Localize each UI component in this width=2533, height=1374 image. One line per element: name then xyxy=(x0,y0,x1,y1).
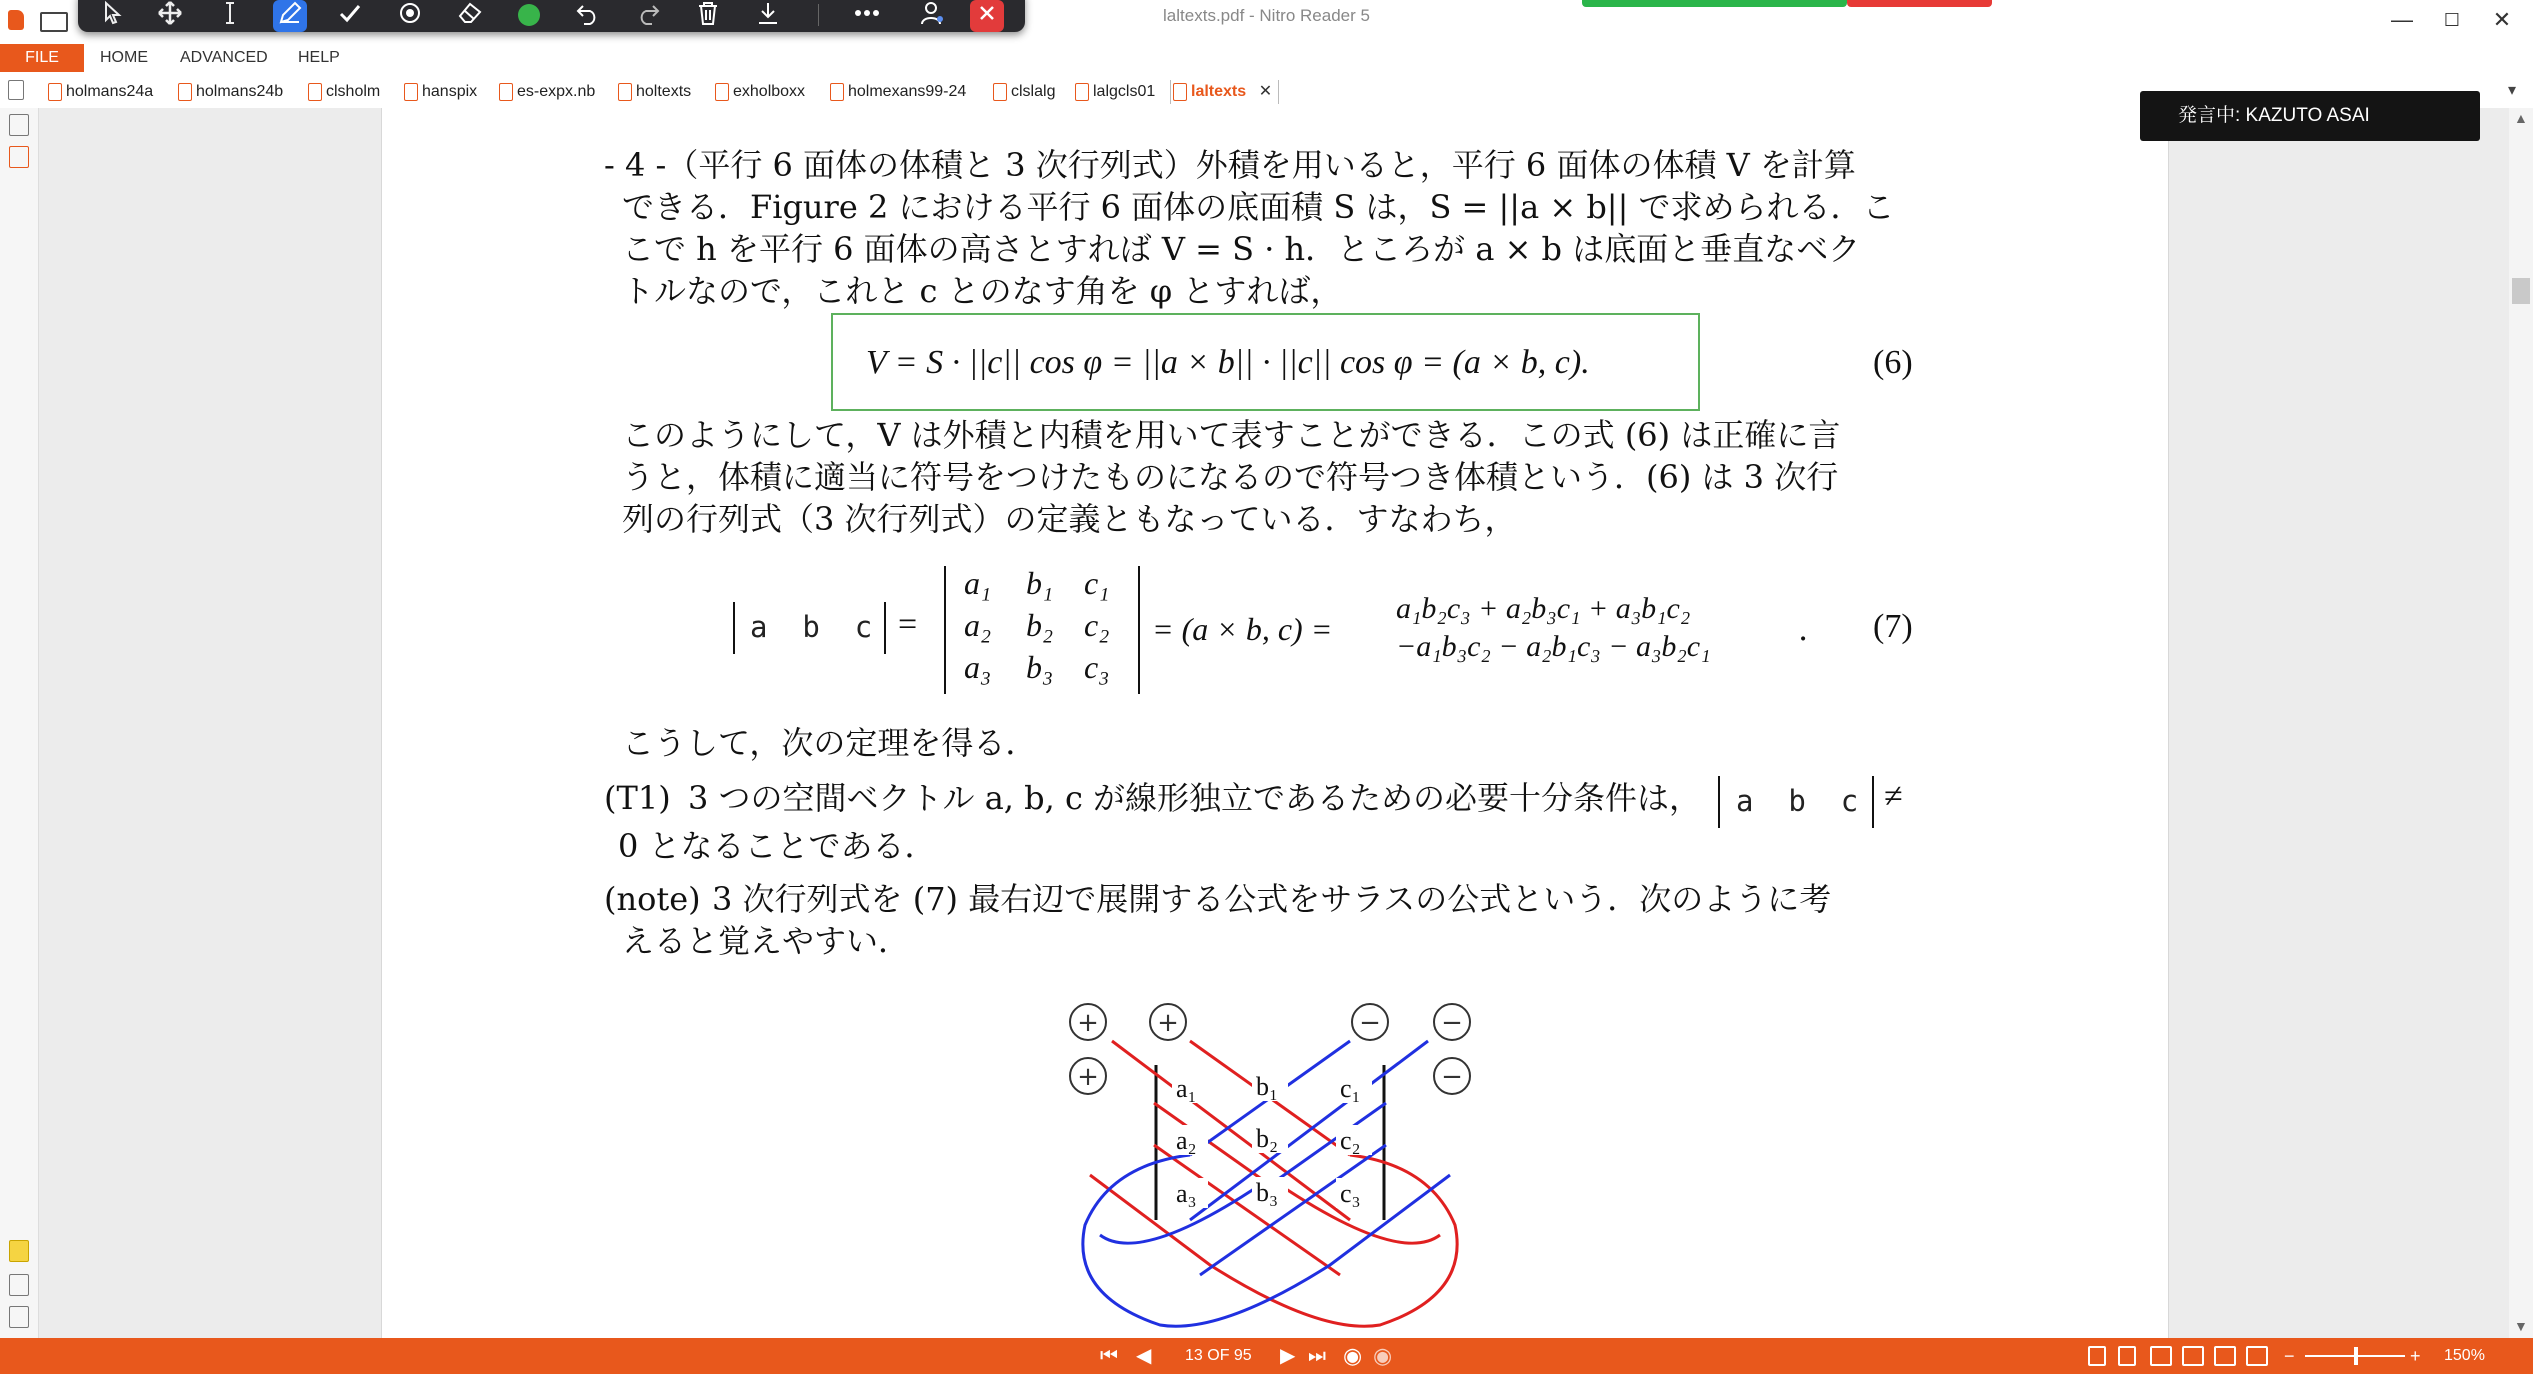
speaker-indicator: 発言中: KAZUTO ASAI xyxy=(2140,91,2480,141)
pages-panel-icon[interactable] xyxy=(9,114,29,136)
close-icon[interactable] xyxy=(970,0,1004,32)
sarrus-entry: a₁ xyxy=(1176,1074,1197,1103)
tab-holmexans99-24[interactable] xyxy=(828,80,966,104)
pdf-file-icon xyxy=(48,83,62,101)
scrollbar-thumb[interactable] xyxy=(2512,278,2530,304)
tab-label: laltexts xyxy=(1191,83,1247,100)
pdf-file-icon xyxy=(499,83,513,101)
move-icon[interactable] xyxy=(153,0,187,32)
properties-icon[interactable] xyxy=(9,1306,29,1328)
maximize-button[interactable]: ☐ xyxy=(2443,10,2461,30)
page-icon xyxy=(8,80,24,100)
det-bar xyxy=(1872,776,1874,828)
sarrus-entry: c₁ xyxy=(1340,1074,1361,1103)
equation-6: V = S · ||c|| cos φ = ||a × b|| · ||c|| cos φ = (a × b, c). xyxy=(866,344,1590,381)
sign-text: + xyxy=(1157,1008,1179,1038)
undo-icon[interactable] xyxy=(571,0,605,32)
matrix-bar-right xyxy=(1138,566,1140,694)
note-text: 3 次行列式を (7) 最右辺で展開する公式をサラスの公式という．次のように考 xyxy=(712,880,1832,918)
plus-sign-icon xyxy=(1150,1004,1186,1040)
pdf-file-icon xyxy=(618,83,632,101)
matrix-cell: a₁ xyxy=(964,565,992,601)
comments-icon[interactable] xyxy=(9,1240,29,1262)
period: . xyxy=(1798,610,1809,648)
stamp-icon[interactable] xyxy=(393,0,427,32)
tab-label: holmexans99-24 xyxy=(848,83,967,100)
two-page-icon[interactable] xyxy=(2150,1346,2172,1366)
sarrus-entry: a₃ xyxy=(1176,1179,1197,1208)
facing-icon[interactable] xyxy=(2182,1346,2204,1366)
pdf-file-icon xyxy=(993,83,1007,101)
tab-label: lalgcls01 xyxy=(1093,83,1156,100)
tab-lalgcls01[interactable] xyxy=(1073,80,1155,104)
last-page-icon[interactable]: ⏭ xyxy=(1308,1345,1326,1367)
user-settings-icon[interactable] xyxy=(916,0,950,32)
pdf-file-icon xyxy=(830,83,844,101)
theorem-det: a b c xyxy=(1736,784,1859,818)
eq7-rhs-line2: −a₁b₃c₂ − a₂b₁c₃ − a₃b₂c₁ xyxy=(1396,630,1711,663)
eraser-icon[interactable] xyxy=(453,0,487,32)
attachments-icon[interactable] xyxy=(9,1274,29,1296)
matrix-cell: c₃ xyxy=(1084,649,1110,685)
tab-es-expx[interactable] xyxy=(497,80,595,104)
zoom-out-icon[interactable]: − xyxy=(2284,1346,2295,1366)
tab-label: holtexts xyxy=(636,83,692,100)
pdf-file-icon xyxy=(178,83,192,101)
tab-clslalg[interactable] xyxy=(991,80,1055,104)
matrix xyxy=(964,562,1114,688)
menu-help[interactable]: HELP xyxy=(298,49,340,66)
theorem-label: (T1) xyxy=(604,779,671,817)
eq7-middle: = (a × b, c) = xyxy=(1152,611,1333,647)
equation-7 xyxy=(720,562,1920,702)
left-sidebar xyxy=(0,108,39,1338)
sign-text: + xyxy=(1077,1008,1099,1038)
matrix-cell: a₃ xyxy=(964,649,992,685)
continuous-icon[interactable] xyxy=(2118,1346,2136,1366)
tab-label: es-expx.nb xyxy=(517,83,596,100)
eq7-rhs-line1: a₁b₂c₃ + a₂b₃c₁ + a₃b₁c₂ xyxy=(1396,592,1691,625)
matrix-bar-left xyxy=(944,566,946,694)
pointer-icon[interactable] xyxy=(96,0,130,32)
sign-text: − xyxy=(1441,1062,1463,1092)
plus-sign-icon xyxy=(1070,1004,1106,1040)
sarrus-entry: c₂ xyxy=(1340,1126,1361,1155)
minus-sign-icon xyxy=(1434,1004,1470,1040)
scroll-down-icon[interactable]: ▼ xyxy=(2514,1318,2528,1334)
minus-sign-icon xyxy=(1352,1004,1388,1040)
tab-laltexts[interactable] xyxy=(1170,80,1279,104)
zoom-slider-thumb[interactable] xyxy=(2354,1347,2358,1365)
sign-text: + xyxy=(1077,1062,1099,1092)
tab-label: hanspix xyxy=(422,83,478,100)
menu-home[interactable]: HOME xyxy=(100,49,148,66)
tab-hanspix[interactable] xyxy=(402,80,477,104)
matrix-cell: a₂ xyxy=(964,607,992,643)
annotation-toolbar xyxy=(78,0,1025,32)
scroll-up-icon[interactable]: ▲ xyxy=(2514,110,2528,126)
sign-text: − xyxy=(1359,1008,1381,1038)
redo-icon[interactable] xyxy=(631,0,665,32)
tab-holmans24a[interactable] xyxy=(46,80,153,104)
paragraph-line: こうして，次の定理を得る． xyxy=(622,724,1038,762)
paragraph-line: - 4 -（平行 6 面体の体積と 3 次行列式）外積を用いると，平行 6 面体の体積 V を計算 xyxy=(604,146,1856,184)
close-tab-icon[interactable]: ✕ xyxy=(1258,83,1273,100)
matrix-cell: c₁ xyxy=(1084,565,1110,601)
theorem-text: 3 つの空間ベクトル a, b, c が線形独立であるための必要十分条件は， xyxy=(688,779,1702,817)
matrix-cell: b₃ xyxy=(1026,649,1054,685)
back-view-icon[interactable]: ◉ xyxy=(1343,1343,1363,1368)
page-indicator[interactable]: 13 OF 95 xyxy=(1185,1347,1252,1364)
bookmarks-icon[interactable] xyxy=(9,146,29,168)
equals-sign: = xyxy=(898,606,918,643)
note-continuation: えると覚えやすい． xyxy=(622,922,911,960)
sarrus-entry: a₂ xyxy=(1176,1126,1197,1155)
tab-label: holmans24b xyxy=(196,83,284,100)
sarrus-entry: b₁ xyxy=(1256,1072,1279,1101)
sign-text: − xyxy=(1441,1008,1463,1038)
not-equal-sign: ≠ xyxy=(1884,778,1903,815)
pdf-file-icon xyxy=(715,83,729,101)
paragraph-line: うと，体積に適当に符号をつけたものになるので符号つき体積という．(6) は 3 次行 xyxy=(622,458,1839,496)
toolbar-separator xyxy=(818,4,819,26)
pdf-file-icon xyxy=(1173,83,1187,101)
tab-holtexts[interactable] xyxy=(616,80,691,104)
det-bar xyxy=(733,602,735,654)
equation-number: (6) xyxy=(1873,344,1913,381)
pdf-file-icon xyxy=(404,83,418,101)
det-bar xyxy=(884,602,886,654)
sarrus-entry: c₃ xyxy=(1340,1179,1361,1208)
sarrus-entry: b₂ xyxy=(1256,1124,1279,1153)
window-title: laltexts.pdf - Nitro Reader 5 xyxy=(1163,6,1370,25)
pen-icon[interactable] xyxy=(273,0,307,32)
recording-progress-green xyxy=(1582,0,1847,7)
tab-holmans24b[interactable] xyxy=(176,80,283,104)
matrix-cell: c₂ xyxy=(1084,607,1110,643)
next-page-icon[interactable]: ▶ xyxy=(1280,1345,1296,1367)
tab-label: clsholm xyxy=(326,83,381,100)
check-icon[interactable] xyxy=(333,0,367,32)
paragraph-line: こで h を平行 6 面体の高さとすれば V = S · h．ところが a × b は底面と垂直なベク xyxy=(622,230,1861,268)
paragraph-line: できる．Figure 2 における平行 6 面体の底面積 S は，S = ||a × b|| で求められる．こ xyxy=(622,188,1895,226)
minimize-button[interactable]: — xyxy=(2391,7,2413,32)
sarrus-entry: b₃ xyxy=(1256,1178,1279,1207)
theorem-continuation: 0 となることである． xyxy=(618,827,937,865)
tab-overflow-icon[interactable]: ▾ xyxy=(2508,82,2517,99)
sarrus-diagram xyxy=(1050,995,1490,1335)
single-page-icon[interactable] xyxy=(2088,1346,2106,1366)
close-window-button[interactable]: ✕ xyxy=(2492,7,2512,32)
prev-page-icon[interactable]: ◀ xyxy=(1136,1345,1152,1367)
trash-icon[interactable] xyxy=(691,0,725,32)
recording-progress-red xyxy=(1847,0,1992,7)
paragraph-line: トルなので，これと c とのなす角を φ とすれば， xyxy=(622,272,1343,310)
tab-clsholm[interactable] xyxy=(306,80,380,104)
pdf-file-icon xyxy=(308,83,322,101)
fit-width-icon[interactable] xyxy=(2246,1346,2268,1366)
tab-label: exholboxx xyxy=(733,83,806,100)
paragraph-line: 列の行列式（3 次行列式）の定義ともなっている．すなわち， xyxy=(622,500,1517,538)
menu-advanced[interactable]: ADVANCED xyxy=(180,49,268,66)
plus-sign-icon xyxy=(1070,1058,1106,1094)
paragraph-line: このようにして，V は外積と内積を用いて表すことができる．この式 (6) は正確に言 xyxy=(622,416,1841,454)
matrix-cell: b₂ xyxy=(1026,607,1054,643)
tab-label: holmans24a xyxy=(66,83,154,100)
tab-label: clslalg xyxy=(1011,83,1056,100)
pdf-file-icon xyxy=(1075,83,1089,101)
zoom-in-icon[interactable]: + xyxy=(2410,1346,2421,1366)
det-lhs: a b c xyxy=(750,610,873,644)
text-cursor-icon[interactable] xyxy=(213,0,247,32)
matrix-cell: b₁ xyxy=(1026,565,1054,601)
green-color-swatch[interactable] xyxy=(518,4,540,26)
equation-number: (7) xyxy=(1873,608,1913,645)
note-label: (note) xyxy=(604,880,701,918)
more-icon[interactable] xyxy=(850,0,884,32)
file-menu[interactable]: FILE xyxy=(0,44,84,72)
tab-exholboxx[interactable] xyxy=(713,80,805,104)
det-bar xyxy=(1718,776,1720,828)
fit-page-icon[interactable] xyxy=(2214,1346,2236,1366)
minus-sign-icon xyxy=(1434,1058,1470,1094)
forward-view-icon[interactable]: ◉ xyxy=(1373,1343,1393,1368)
zoom-level[interactable]: 150% xyxy=(2444,1347,2485,1364)
download-icon[interactable] xyxy=(751,0,785,32)
first-page-icon[interactable]: ⏮ xyxy=(1100,1345,1118,1367)
